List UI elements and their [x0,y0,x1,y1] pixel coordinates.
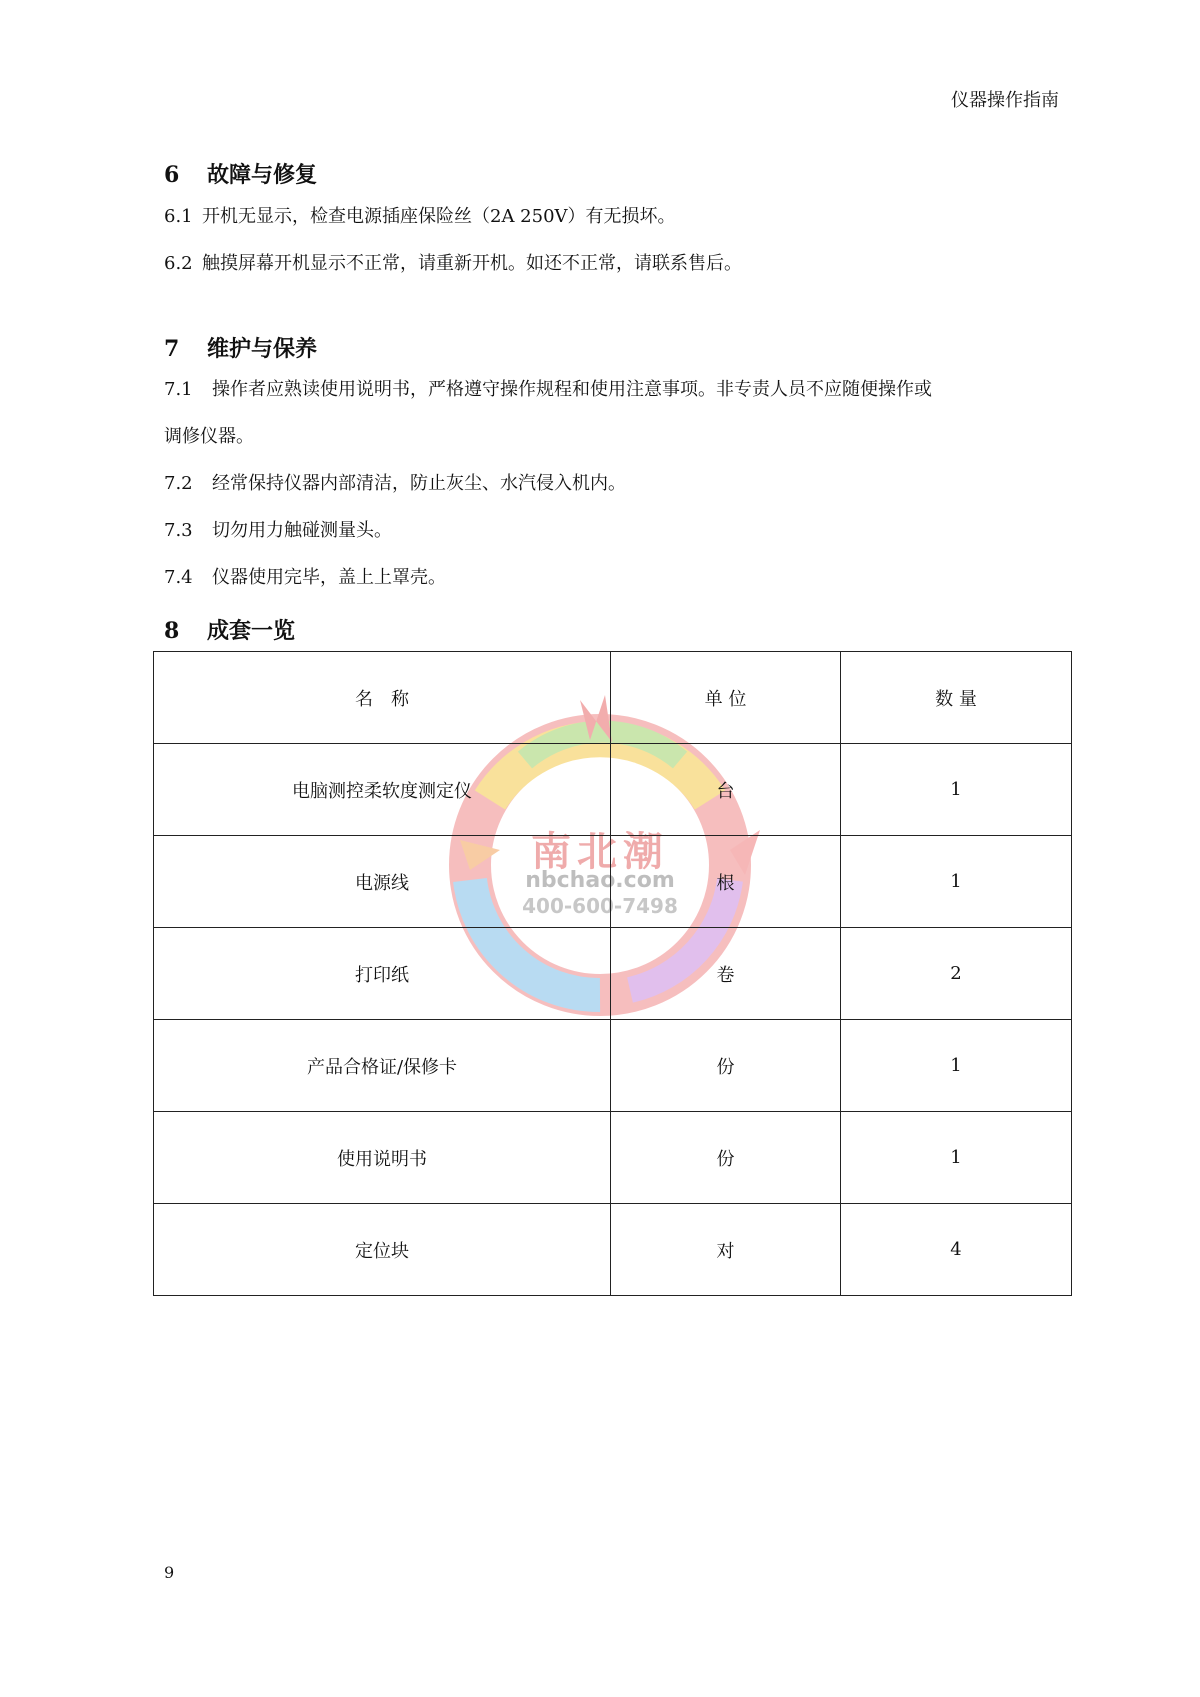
header-name: 名 称 [154,652,611,744]
cell-unit: 卷 [611,928,841,1020]
table-header-row [154,652,1072,744]
running-header: 仪器操作指南 [951,90,1059,111]
item-text: 经常保持仪器内部清洁，防止灰尘、水汽侵入机内。 [212,473,626,494]
paragraph-7-1-continuation: 调修仪器。 [164,426,254,447]
section-8-heading [164,614,295,645]
cell-quantity: 2 [841,928,1072,1020]
cell-name: 电脑测控柔软度测定仪 [154,744,611,836]
kit-list-table [153,651,1072,1296]
cell-quantity: 4 [841,1204,1072,1296]
item-text: 操作者应熟读使用说明书，严格遵守操作规程和使用注意事项。非专责人员不应随便操作或 [212,379,932,400]
section-6-heading [164,158,317,189]
item-text: 切勿用力触碰测量头。 [212,520,392,541]
section-title: 故障与修复 [207,162,318,188]
section-number: 7 [164,336,180,362]
paragraph-7-4 [164,566,446,590]
cell-quantity: 1 [841,1020,1072,1112]
paragraph-7-2 [164,472,626,496]
item-number: 6.1 [164,206,193,227]
header-unit: 单 位 [611,652,841,744]
watermark-brand: 南北潮 [531,829,669,875]
table-row [154,744,1072,836]
cell-name: 产品合格证/保修卡 [154,1020,611,1112]
item-text: 仪器使用完毕，盖上上罩壳。 [212,567,446,588]
table-row [154,1112,1072,1204]
cell-unit: 对 [611,1204,841,1296]
paragraph-7-1 [164,378,932,402]
section-title: 维护与保养 [207,336,318,362]
item-number: 7.2 [164,473,193,494]
watermark-phone: 400-600-7498 [522,894,678,918]
item-number: 6.2 [164,253,193,274]
table-row [154,1020,1072,1112]
section-7-heading [164,332,317,363]
paragraph-7-3 [164,519,392,543]
cell-unit: 份 [611,1020,841,1112]
page-number: 9 [164,1563,175,1582]
table-row [154,928,1072,1020]
watermark-site: nbchao.com [525,868,675,893]
cell-name: 打印纸 [154,928,611,1020]
cell-quantity: 1 [841,744,1072,836]
table-row [154,836,1072,928]
header-quantity: 数 量 [841,652,1072,744]
item-number: 7.4 [164,567,193,588]
paragraph-6-2 [164,252,742,276]
cell-name: 电源线 [154,836,611,928]
item-text: 开机无显示，检查电源插座保险丝（2A 250V）有无损坏。 [202,206,676,227]
table-row [154,1204,1072,1296]
paragraph-6-1 [164,205,676,229]
cell-unit: 根 [611,836,841,928]
section-number: 6 [164,162,180,188]
cell-quantity: 1 [841,836,1072,928]
cell-unit: 台 [611,744,841,836]
cell-name: 使用说明书 [154,1112,611,1204]
item-number: 7.3 [164,520,193,541]
item-text: 触摸屏幕开机显示不正常，请重新开机。如还不正常，请联系售后。 [202,253,742,274]
section-title: 成套一览 [207,618,296,644]
item-number: 7.1 [164,379,193,400]
cell-unit: 份 [611,1112,841,1204]
cell-quantity: 1 [841,1112,1072,1204]
section-number: 8 [164,618,180,644]
cell-name: 定位块 [154,1204,611,1296]
